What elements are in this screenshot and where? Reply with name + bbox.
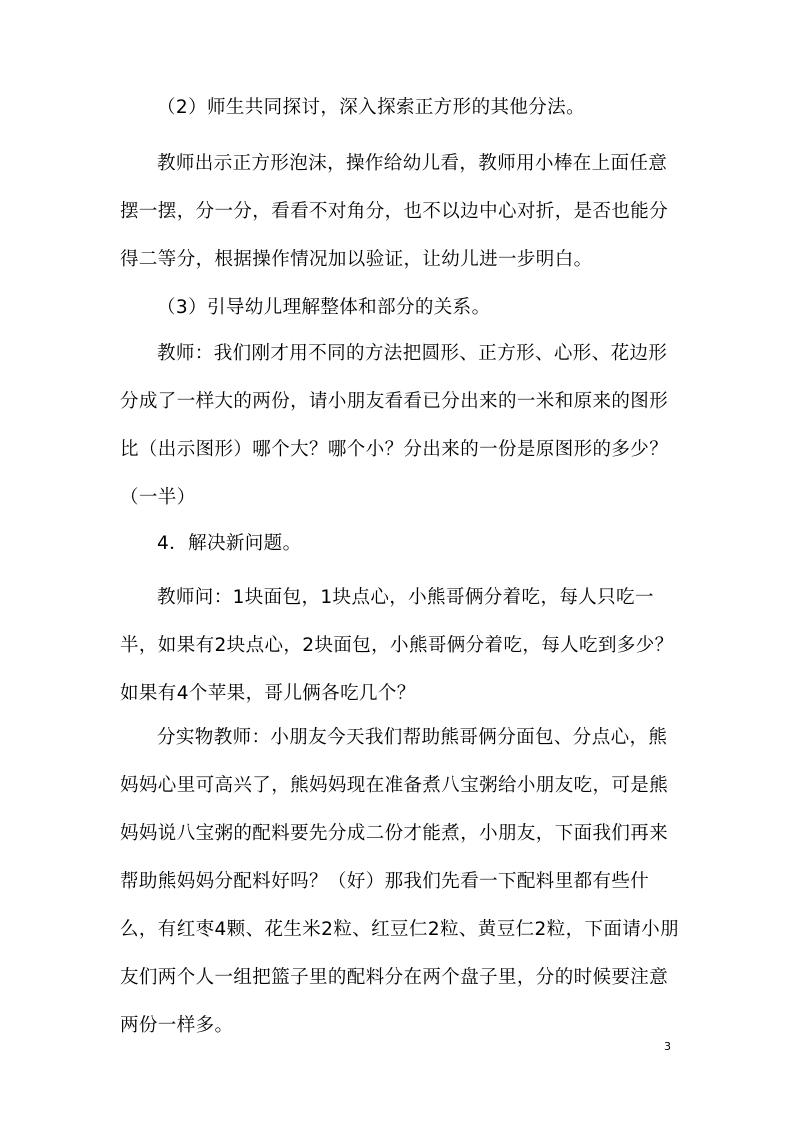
page-number: 3 (664, 1040, 671, 1053)
paragraph-whole-part: （3）引导幼儿理解整体和部分的关系。 (157, 297, 491, 318)
paragraph-teacher-question: 教师问：1块面包，1块点心，小熊哥俩分着吃，每人只吃一半，如果有2块点心，2块面包，小熊哥俩分着吃，每人吃到多少？如果有4个苹果，哥儿俩各吃几个？ (120, 587, 674, 704)
paragraph-teacher-shapes: 教师：我们刚才用不同的方法把圆形、正方形、心形、花边形分成了一样大的两份，请小朋友看看已分出来的一米和原来的图形比（出示图形）哪个大？哪个小？分出来的一份是原图形的多少？（一半） (120, 343, 669, 508)
paragraph-real-objects: 分实物教师：小朋友今天我们帮助熊哥俩分面包、分点心，熊妈妈心里可高兴了，熊妈妈现在准备煮八宝粥给小朋友吃，可是熊妈妈说八宝粥的配料要先分成二份才能煮，小朋友，下面我们再来帮助熊妈妈分配料好吗？（好）那我们先看一下配料里都有些什么，有红枣4颗、花生米2粒、红豆仁2粒、黄豆仁2粒，下面请小朋友们两个人一组把篮子里的配料分在两个盘子里，分的时候要注意两份一样多。 (120, 727, 679, 1036)
paragraph-square-discussion: （2）师生共同探讨，深入探索正方形的其他分法。 (157, 97, 585, 118)
paragraph-new-problem-heading: 4．解决新问题。 (157, 533, 302, 554)
paragraph-foam-demo: 教师出示正方形泡沫，操作给幼儿看，教师用小棒在上面任意摆一摆，分一分，看看不对角分，也不以边中心对折，是否也能分得二等分，根据操作情况加以验证，让幼儿进一步明白。 (120, 153, 669, 270)
